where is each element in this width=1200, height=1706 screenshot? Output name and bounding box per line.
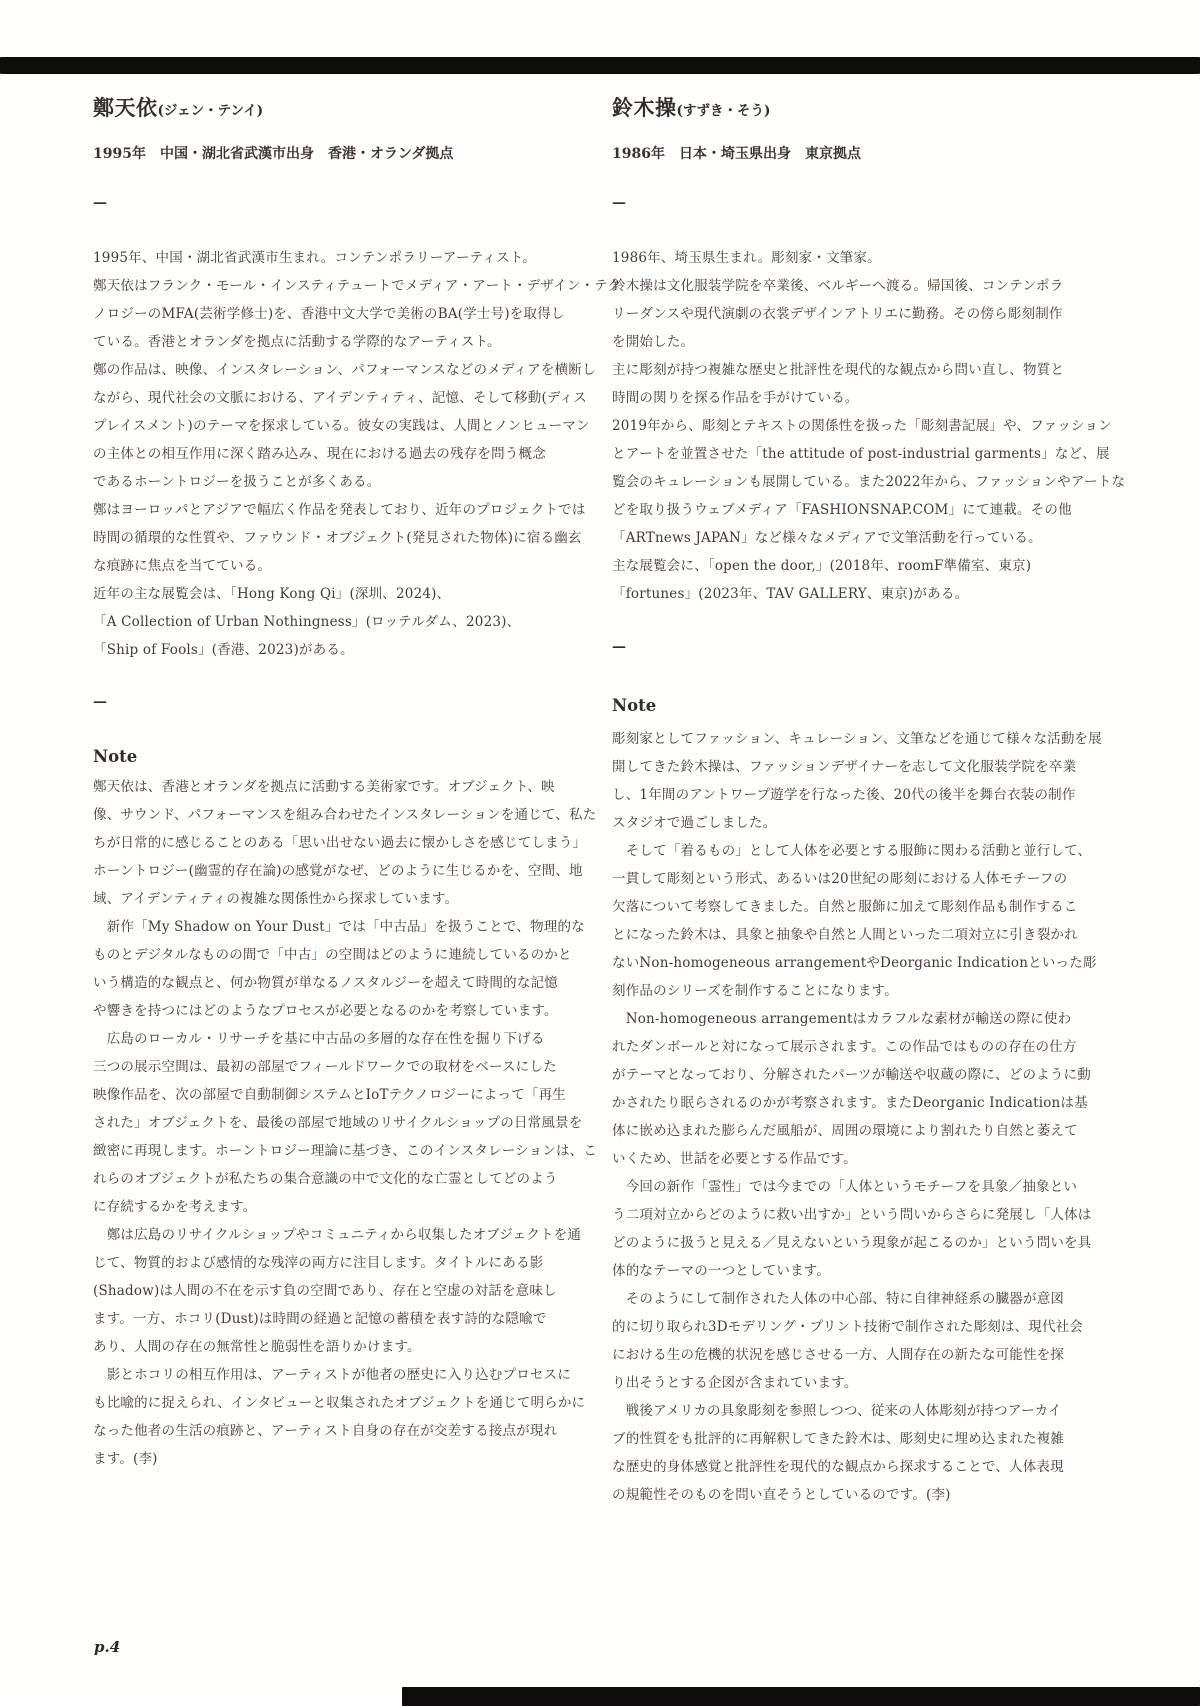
text-line: なった他者の生活の痕跡と、アーティスト自身の存在が交差する接点が現れ: [93, 1423, 558, 1439]
text-line: 覧会のキュレーションも展開している。また2022年から、ファッションやアートな: [612, 474, 1126, 490]
text-line: (Shadow)は人間の不在を示す負の空間であり、存在と空虚の対話を意味し: [93, 1283, 557, 1299]
text-line: の規範性そのものを問い直そうとしているのです。(李): [612, 1487, 951, 1503]
text-line: どを取り扱うウェブメディア「FASHIONSNAP.COM」にて連載。その他: [612, 502, 1072, 518]
bio-text-right: [612, 244, 1125, 608]
text-line: Non-homogeneous arrangementはカラフルな素材が輸送の際に使わ: [612, 1011, 1072, 1027]
text-line: スタジオで過ごしました。: [612, 815, 777, 831]
text-line: し、1年間のアントワープ遊学を行なった後、20代の後半を舞台衣装の制作: [612, 787, 1076, 803]
right-artist-column: [612, 0, 1126, 1706]
divider-left-mid: —: [93, 694, 107, 710]
text-line: 像、サウンド、パフォーマンスを組み合わせたインスタレーションを通じて、私た: [93, 807, 597, 823]
text-line: 体に嵌め込まれた膨らんだ風船が、周囲の環境により割れたり自然と萎えて: [612, 1123, 1078, 1139]
artist-name-left-main: 鄭天依: [93, 95, 158, 120]
text-line: がテーマとなっており、分解されたパーツが輸送や収蔵の際に、どのように動: [612, 1067, 1091, 1083]
text-line: 欠落について考察してきました。自然と服飾に加えて彫刻作品も制作するこ: [612, 899, 1078, 915]
text-line: リーダンスや現代演劇の衣裳デザインアトリエに勤務。その傍ら彫刻制作: [612, 306, 1063, 322]
divider-right-mid: —: [612, 639, 626, 655]
text-line: 主に彫刻が持つ複雑な歴史と批評性を現代的な観点から問い直し、物質と: [612, 362, 1065, 378]
text-line: かされたり眠らされるのかが考察されます。またDeorganic Indicationは基: [612, 1095, 1088, 1111]
artist-name-left-reading: (ジェン・テンイ): [157, 103, 264, 119]
text-line: ます。一方、ホコリ(Dust)は時間の経過と記憶の蓄積を表す詩的な隠喩で: [93, 1311, 547, 1327]
text-line: 三つの展示空間は、最初の部屋でフィールドワークでの取材をベースにした: [93, 1059, 557, 1075]
text-line: 一貫して彫刻という形式、あるいは20世紀の彫刻における人体モチーフの: [612, 871, 1068, 887]
text-line: どのように扱うと見える／見えないという現象が起こるのか」という問いを具: [612, 1235, 1092, 1251]
bio-text-left: [93, 244, 621, 664]
text-line: ます。(李): [93, 1451, 158, 1467]
text-line: 体的なテーマの一つとしています。: [612, 1263, 831, 1279]
divider-right-top: —: [612, 195, 626, 211]
text-line: 鄭の作品は、映像、インスタレーション、パフォーマンスなどのメディアを横断し: [93, 362, 596, 378]
text-line: ノロジーのMFA(芸術学修士)を、香港中文大学で美術のBA(学士号)を取得し: [93, 306, 565, 322]
scan-edge-bottom-bar: [402, 1687, 1200, 1706]
text-line: ながら、現代社会の文脈における、アイデンティティ、記憶、そして移動(ディス: [93, 390, 587, 406]
text-line: も比喩的に捉えられ、インタビューと収集されたオブジェクトを通じて明らかに: [93, 1395, 586, 1411]
text-line: 主な展覧会に、「open the door,」(2018年、roomF準備室、東京): [612, 558, 1032, 574]
text-line: 鄭はヨーロッパとアジアで幅広く作品を発表しており、近年のプロジェクトでは: [93, 502, 586, 518]
text-line: ものとデジタルなものの間で「中古」の空間はどのように連続しているのかと: [93, 947, 572, 963]
text-line: 近年の主な展覧会は、「Hong Kong Qi」(深圳、2024)、: [93, 586, 451, 602]
text-line: 鈴木操は文化服装学院を卒業後、ベルギーへ渡る。帰国後、コンテンポラ: [612, 278, 1064, 294]
text-line: された」オブジェクトを、最後の部屋で地域のリサイクルショップの日常風景を: [93, 1115, 583, 1131]
text-line: であるホーントロジーを扱うことが多くある。: [93, 474, 381, 490]
note-heading-right: Note: [612, 696, 657, 715]
text-line: 広島のローカル・リサーチを基に中古品の多層的な存在性を掘り下げる: [93, 1031, 545, 1047]
text-line: 域、アイデンティティの複雑な関係性から探求しています。: [93, 891, 459, 907]
text-line: そのようにして制作された人体の中心部、特に自律神経系の臓器が意図: [612, 1291, 1065, 1307]
artist-name-right-reading: (すずき・そう): [676, 103, 771, 119]
text-line: における生の危機的状況を感じさせる一方、人間存在の新たな可能性を探: [612, 1347, 1065, 1363]
text-line: 緻密に再現します。ホーントロジー理論に基づき、このインスタレーションは、こ: [93, 1143, 598, 1159]
text-line: 1995年、中国・湖北省武漢市生まれ。コンテンポラリーアーティスト。: [93, 250, 536, 266]
note-heading-left: Note: [93, 747, 138, 766]
text-line: ないNon-homogeneous arrangementやDeorganic Indicationといった彫: [612, 955, 1097, 971]
text-line: 「Ship of Fools」(香港、2023)がある。: [93, 642, 354, 658]
text-line: 開してきた鈴木操は、ファッションデザイナーを志して文化服装学院を卒業: [612, 759, 1077, 775]
artist-name-right-main: 鈴木操: [612, 95, 677, 120]
text-line: り出そうとする企図が含まれています。: [612, 1375, 858, 1391]
text-line: 彫刻家としてファッション、キュレーション、文筆などを通じて様々な活動を展: [612, 731, 1102, 747]
text-line: あり、人間の存在の無常性と脆弱性を語りかけます。: [93, 1339, 421, 1355]
note-text-left: [93, 773, 597, 1473]
birth-line-left: 1995年 中国・湖北省武漢市出身 香港・オランダ拠点: [93, 146, 454, 162]
text-line: ホーントロジー(幽霊的存在論)の感覚がなぜ、どのように生じるかを、空間、地: [93, 863, 583, 879]
text-line: 「fortunes」(2023年、TAV GALLERY、東京)がある。: [612, 586, 969, 602]
text-line: 映像作品を、次の部屋で自動制御システムとIoTテクノロジーによって「再生: [93, 1087, 567, 1103]
text-line: 鄭天依は、香港とオランダを拠点に活動する美術家です。オブジェクト、映: [93, 779, 555, 795]
text-line: いくため、世話を必要とする作品です。: [612, 1151, 857, 1167]
text-line: 「A Collection of Urban Nothingness」(ロッテルダム、2023)、: [93, 614, 521, 630]
text-line: ちが日常的に感じることのある「思い出せない過去に懐かしさを感じてしまう」: [93, 835, 587, 851]
text-line: や響きを持つにはどのようなプロセスが必要となるのかを考察しています。: [93, 1003, 558, 1019]
artist-name-left: [93, 92, 263, 122]
text-line: 的に切り取られ3Dモデリング・プリント技術で制作された彫刻は、現代社会: [612, 1319, 1084, 1335]
note-text-right: [612, 725, 1102, 1509]
text-line: じて、物質的および感情的な残滓の両方に注目します。タイトルにある影: [93, 1255, 544, 1271]
text-line: な痕跡に焦点を当てている。: [93, 558, 272, 574]
divider-left-top: —: [93, 195, 107, 211]
text-line: に存続するかを考えます。: [93, 1199, 257, 1215]
text-line: とアートを並置させた「the attitude of post-industrial garments」など、展: [612, 446, 1110, 462]
text-line: ブ的性質をも批評的に再解釈してきた鈴木は、彫刻史に埋め込まれた複雑: [612, 1431, 1065, 1447]
text-line: な歴史的身体感覚と批評性を現代的な観点から探求することで、人体表現: [612, 1459, 1064, 1475]
text-line: プレイスメント)のテーマを探求している。彼女の実践は、人間とノンヒューマン: [93, 418, 590, 434]
text-line: 今回の新作「霊性」では今までの「人体というモチーフを具象／抽象とい: [612, 1179, 1078, 1195]
text-line: 時間の循環的な性質や、ファウンド・オブジェクト(発見された物体)に宿る幽玄: [93, 530, 582, 546]
page-number: p.4: [94, 1638, 121, 1656]
text-line: そして「着るもの」として人体を必要とする服飾に関わる活動と並行して、: [612, 843, 1092, 859]
birth-line-right: 1986年 日本・埼玉県出身 東京拠点: [612, 146, 861, 162]
text-line: 刻作品のシリーズを制作することになります。: [612, 983, 898, 999]
text-line: 戦後アメリカの具象彫刻を参照しつつ、従来の人体彫刻が持つアーカイ: [612, 1403, 1062, 1419]
text-line: れたダンボールと対になって展示されます。この作品ではものの存在の仕方: [612, 1039, 1077, 1055]
text-line: を開始した。: [612, 334, 695, 350]
text-line: 1986年、埼玉県生まれ。彫刻家・文筆家。: [612, 250, 881, 266]
text-line: れらのオブジェクトが私たちの集合意識の中で文化的な亡霊としてどのよう: [93, 1171, 558, 1187]
text-line: 鄭天依はフランク・モール・インスティテュートでメディア・アート・デザイン・テク: [93, 278, 622, 294]
text-line: 時間の関りを探る作品を手がけている。: [612, 390, 859, 406]
text-line: 2019年から、彫刻とテキストの関係性を扱った「彫刻書記展」や、ファッション: [612, 418, 1112, 434]
text-line: 鄭は広島のリサイクルショップやコミュニティから収集したオブジェクトを通: [93, 1227, 582, 1243]
left-artist-column: [93, 0, 622, 1706]
text-line: の主体との相互作用に深く踏み込み、現在における過去の残存を問う概念: [93, 446, 546, 462]
text-line: いう構造的な観点と、何か物質が単なるノスタルジーを超えて時間的な記憶: [93, 975, 558, 991]
artist-name-right: [612, 92, 770, 122]
text-line: 新作「My Shadow on Your Dust」では「中古品」を扱うことで、物理的な: [93, 919, 585, 935]
text-line: 影とホコリの相互作用は、アーティストが他者の歴史に入り込むプロセスに: [93, 1367, 572, 1383]
text-line: 「ARTnews JAPAN」など様々なメディアで文筆活動を行っている。: [612, 530, 1042, 546]
text-line: う二項対立からどのように救い出すか」という問いからさらに発展し「人体は: [612, 1207, 1092, 1223]
text-line: とになった鈴木は、具象と抽象や自然と人間といった二項対立に引き裂かれ: [612, 927, 1078, 943]
text-line: ている。香港とオランダを拠点に活動する学際的なアーティスト。: [93, 334, 501, 350]
